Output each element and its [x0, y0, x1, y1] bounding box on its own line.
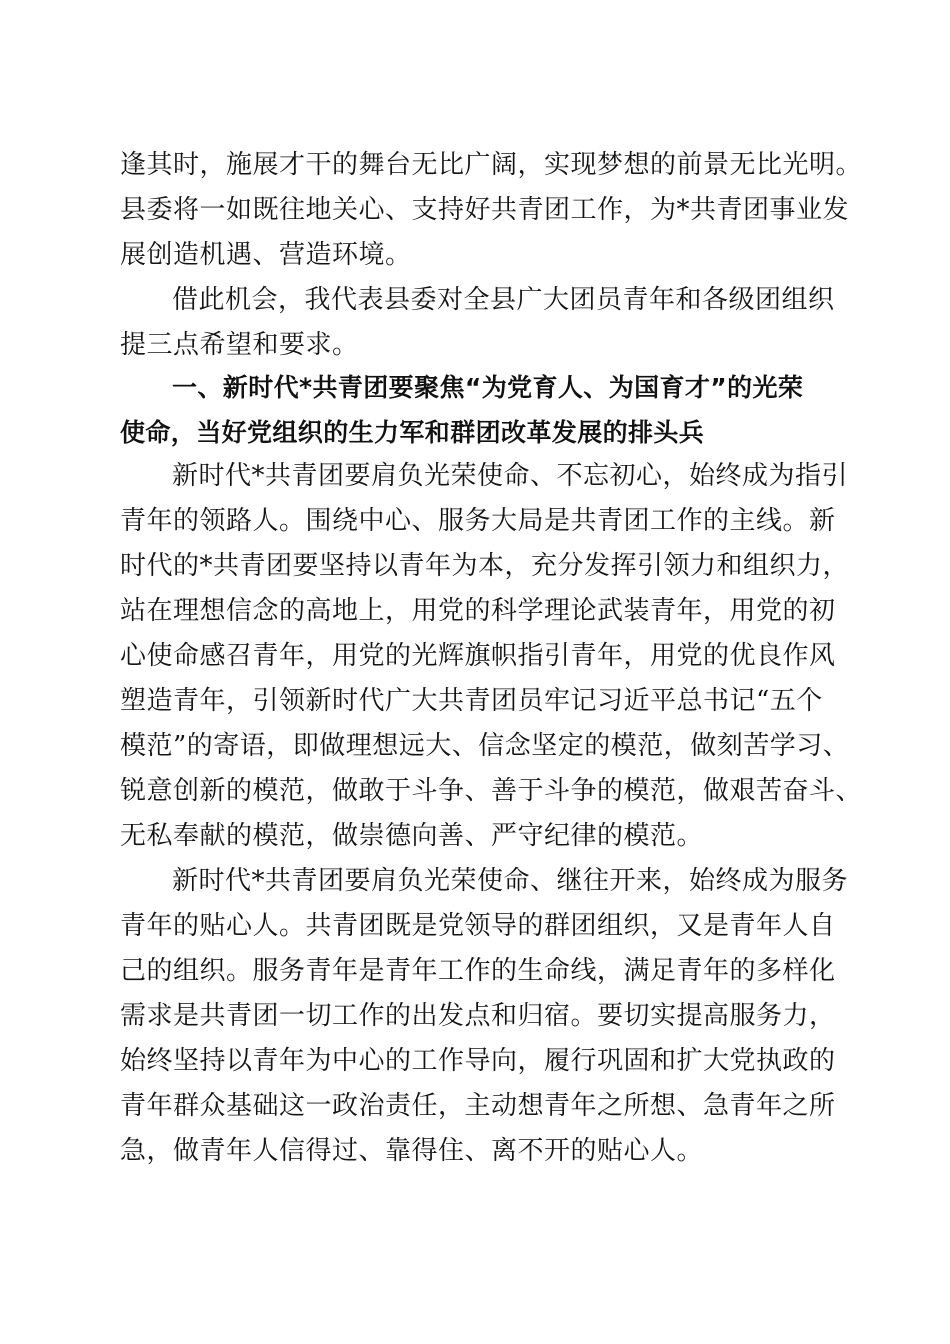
body-text-line: 青年群众基础这一政治责任，主动想青年之所想、急青年之所 [120, 1091, 836, 1121]
body-text-line: 站在理想信念的高地上，用党的科学理论武装青年，用党的初 [120, 596, 836, 626]
body-text-line: 无私奉献的模范，做崇德向善、严守纪律的模范。 [120, 821, 704, 851]
body-text-line: 青年的贴心人。共青团既是党领导的群团组织，又是青年人自 [120, 911, 836, 941]
body-text-line: 提三点希望和要求。 [120, 330, 359, 360]
section-heading: 使命，当好党组织的生力军和群团改革发展的排头兵 [120, 418, 705, 447]
section-heading: 一、新时代*共青团要聚焦“为党育人、为国育才”的光荣 [172, 373, 804, 402]
body-text-line: 时代的*共青团要坚持以青年为本，充分发挥引领力和组织力， [120, 551, 850, 581]
paragraph-first-line: 借此机会，我代表县委对全县广大团员青年和各级团组织 [172, 285, 835, 315]
body-text-line: 青年的领路人。围绕中心、服务大局是共青团工作的主线。新 [120, 506, 836, 536]
body-text-line: 始终坚持以青年为中心的工作导向，履行巩固和扩大党执政的 [120, 1046, 836, 1076]
body-text-line: 展创造机遇、营造环境。 [120, 240, 412, 270]
body-text-line: 县委将一如既往地关心、支持好共青团工作，为*共青团事业发 [120, 195, 850, 225]
body-text-line: 己的组织。服务青年是青年工作的生命线，满足青年的多样化 [120, 956, 836, 986]
body-text-line: 急，做青年人信得过、靠得住、离不开的贴心人。 [120, 1136, 704, 1166]
body-text-line: 锐意创新的模范，做敢于斗争、善于斗争的模范，做艰苦奋斗、 [120, 776, 863, 806]
body-text-line: 塑造青年，引领新时代广大共青团员牢记习近平总书记“五个 [120, 686, 823, 716]
paragraph-first-line: 新时代*共青团要肩负光荣使命、不忘初心，始终成为指引 [172, 461, 849, 491]
body-text-line: 模范”的寄语，即做理想远大、信念坚定的模范，做刻苦学习、 [120, 731, 850, 761]
body-text-line: 需求是共青团一切工作的出发点和归宿。要切实提高服务力， [120, 1001, 836, 1031]
body-text-line: 心使命感召青年，用党的光辉旗帜指引青年，用党的优良作风 [120, 641, 836, 671]
body-text-line: 逢其时，施展才干的舞台无比广阔，实现梦想的前景无比光明。 [120, 150, 863, 180]
paragraph-first-line: 新时代*共青团要肩负光荣使命、继往开来，始终成为服务 [172, 866, 849, 896]
